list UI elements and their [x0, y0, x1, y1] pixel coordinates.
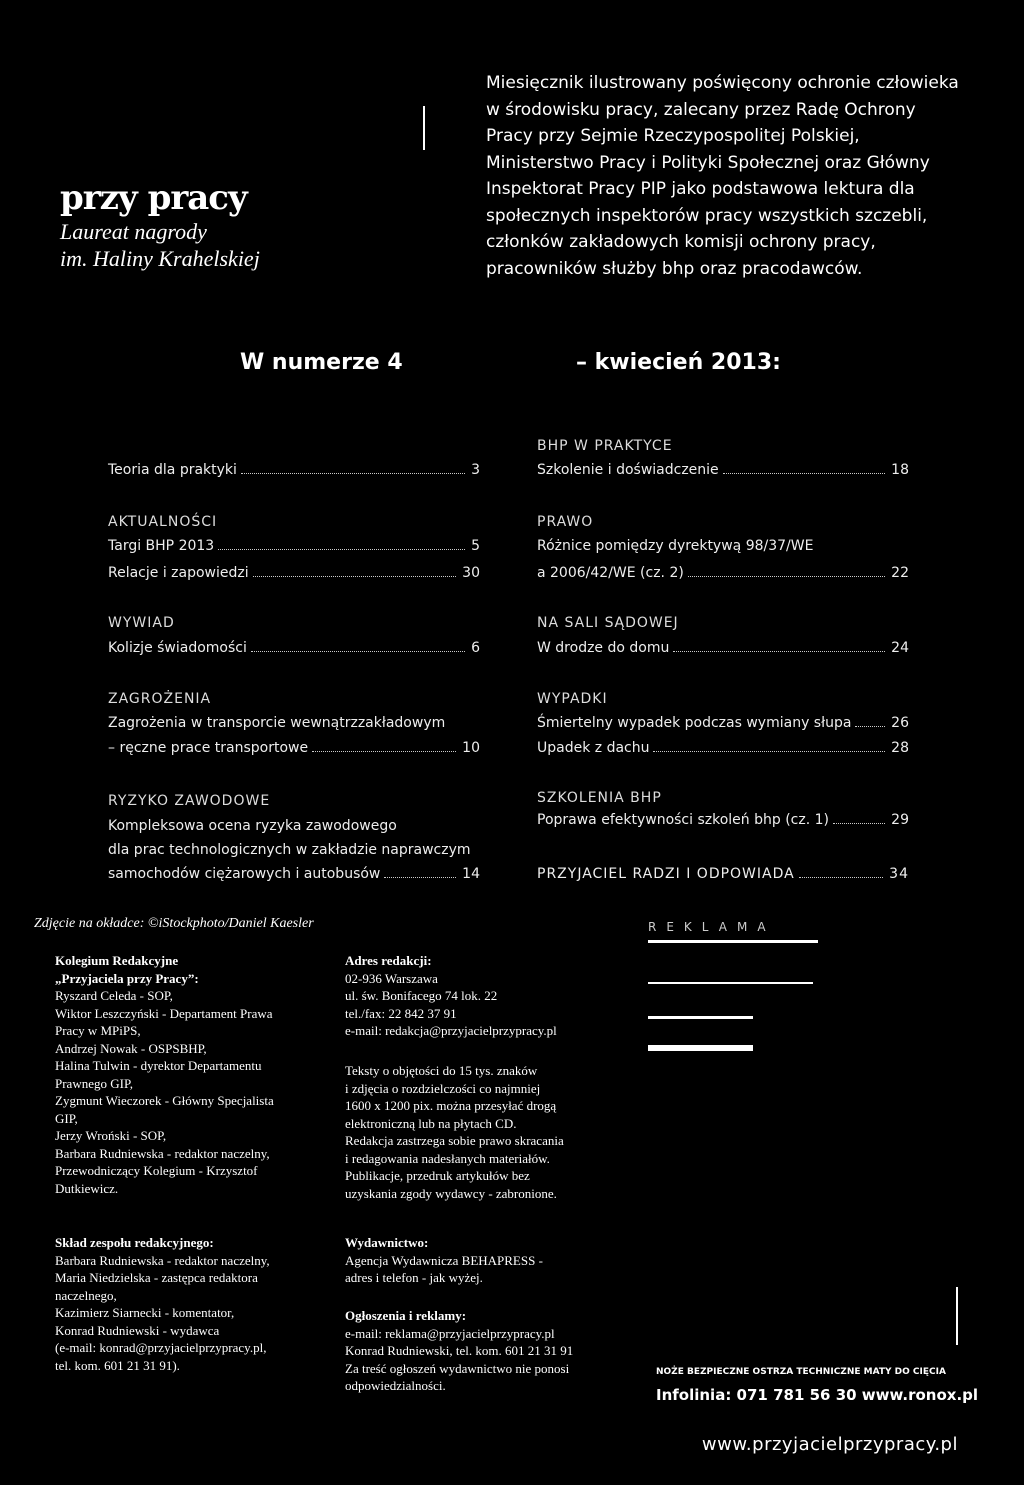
toc-item-w-drodze[interactable]: W drodze do domu 24	[537, 640, 909, 656]
toc-item-smiertelny[interactable]: Śmiertelny wypadek podczas wymiany słupa 26	[537, 715, 909, 731]
section-bhp-w-praktyce: BHP W PRAKTYCE	[537, 438, 673, 454]
masthead-title: przy pracy	[60, 178, 247, 218]
kolegium-line: Przewodniczący Kolegium - Krzysztof	[55, 1163, 258, 1178]
magazine-description: Miesięcznik ilustrowany poświęcony ochronie człowieka w środowisku pracy, zalecany przez Radę Ochrony Pracy przy Sejmie Rzeczypospolitej Polskiej, Ministerstwo Pracy i Polityki Społecznej oraz Główny Inspektorat Pracy PIP jako podstawowa lektura dla społecznych inspektorów pracy wszystkich szczebli, członków zakładowych komisji ochrony pracy, pracowników służby bhp oraz pracodawców.	[486, 73, 959, 279]
ad-tagline: NOŻE BEZPIECZNE OSTRZA TECHNICZNE MATY DO CIĘCIA	[656, 1367, 946, 1377]
issue-label: W numerze 4	[240, 350, 403, 375]
sklad-line: Kazimierz Siarnecki - komentator,	[55, 1305, 235, 1320]
ogloszenia-line: odpowiedzialności.	[345, 1378, 446, 1393]
sklad-line: tel. kom. 601 21 31 91).	[55, 1357, 180, 1373]
sklad-column	[55, 1234, 325, 1374]
sklad-line: Barbara Rudniewska - redaktor naczelny,	[55, 1252, 270, 1268]
toc-item-prawo-line1[interactable]: Różnice pomiędzy dyrektywą 98/37/WE	[537, 538, 814, 554]
kolegium-line: Ryszard Celeda - SOP,	[55, 988, 173, 1003]
toc-item-kolizje[interactable]: Kolizje świadomości 6	[108, 640, 480, 656]
teksty-line: elektroniczną lub na płytach CD.	[345, 1115, 517, 1131]
teksty-line: 1600 x 1200 pix. można przesyłać drogą	[345, 1098, 557, 1113]
adres-line: tel./fax: 22 842 37 91	[345, 1005, 457, 1021]
section-wypadki: WYPADKI	[537, 691, 608, 707]
toc-item-przyjaciel-radzi[interactable]: PRZYJACIEL RADZI I ODPOWIADA 34	[537, 866, 909, 882]
ogloszenia-email[interactable]: e-mail: reklama@przyjacielprzypracy.pl	[345, 1325, 555, 1341]
ad-bar	[648, 940, 818, 943]
website-link[interactable]: www.przyjacielprzypracy.pl	[701, 1434, 958, 1455]
ad-infoline[interactable]: Infolinia: 071 781 56 30 www.ronox.pl	[656, 1386, 979, 1404]
section-na-sali-sadowej: NA SALI SĄDOWEJ	[537, 615, 679, 631]
ogloszenia-column	[345, 1307, 630, 1395]
kolegium-line: Prawnego GIP,	[55, 1075, 133, 1091]
teksty-line: uzyskania zgody wydawcy - zabronione.	[345, 1185, 557, 1201]
toc-item-ryzyko-line1[interactable]: Kompleksowa ocena ryzyka zawodowego	[108, 818, 397, 834]
sklad-heading: Skład zespołu redakcyjnego:	[55, 1235, 214, 1250]
ogloszenia-line: Za treść ogłoszeń wydawnictwo nie ponosi	[345, 1360, 570, 1376]
toc-item-zagrozenia[interactable]: – ręczne prace transportowe 10	[108, 740, 480, 756]
ogloszenia-heading: Ogłoszenia i reklamy:	[345, 1308, 467, 1323]
toc-item-teoria[interactable]: Teoria dla praktyki 3	[108, 462, 480, 478]
teksty-line: i redagowania nadesłanych materiałów.	[345, 1150, 550, 1166]
ad-divider	[956, 1287, 958, 1345]
ad-bar	[648, 1016, 753, 1019]
teksty-line: Teksty o objętości do 15 tys. znaków	[345, 1063, 538, 1078]
section-szkolenia-bhp: SZKOLENIA BHP	[537, 790, 662, 806]
toc-item-prawo[interactable]: a 2006/42/WE (cz. 2) 22	[537, 565, 909, 581]
kolegium-line: Wiktor Leszczyński - Departament Prawa	[55, 1005, 273, 1021]
teksty-line: i zdjęcia o rozdzielczości co najmniej	[345, 1080, 541, 1096]
teksty-line: Redakcja zastrzega sobie prawo skracania	[345, 1133, 564, 1148]
section-zagrozenia: ZAGROŻENIA	[108, 691, 212, 707]
issue-date: – kwiecień 2013:	[576, 350, 781, 375]
wydawnictwo-heading: Wydawnictwo:	[345, 1235, 429, 1250]
toc-item-upadek[interactable]: Upadek z dachu 28	[537, 740, 909, 756]
kolegium-line: Pracy w MPiPS,	[55, 1023, 141, 1038]
masthead-divider	[423, 106, 425, 150]
section-ryzyko: RYZYKO ZAWODOWE	[108, 793, 271, 809]
adres-line: 02-936 Warszawa	[345, 970, 438, 986]
toc-item-poprawa[interactable]: Poprawa efektywności szkoleń bhp (cz. 1) 29	[537, 812, 909, 828]
masthead	[60, 178, 310, 272]
wydawnictwo-line: adres i telefon - jak wyżej.	[345, 1270, 483, 1285]
wydawnictwo-line: Agencja Wydawnicza BEHAPRESS -	[345, 1252, 543, 1268]
section-aktualnosci: AKTUALNOŚCI	[108, 514, 218, 530]
kolegium-line: Dutkiewicz.	[55, 1180, 119, 1196]
adres-heading: Adres redakcji:	[345, 953, 432, 968]
award-line-2: im. Haliny Krahelskiej	[60, 246, 260, 271]
kolegium-line: Andrzej Nowak - OSPSBHP,	[55, 1040, 207, 1056]
award-line-1: Laureat nagrody	[60, 219, 207, 244]
adres-line: ul. św. Bonifacego 74 lok. 22	[345, 988, 498, 1003]
teksty-column	[345, 1062, 630, 1202]
ogloszenia-line: Konrad Rudniewski, tel. kom. 601 21 31 91	[345, 1343, 574, 1358]
sklad-line: Konrad Rudniewski - wydawca	[55, 1322, 220, 1338]
adres-email[interactable]: e-mail: redakcja@przyjacielprzypracy.pl	[345, 1023, 557, 1038]
toc-item-szkolenie[interactable]: Szkolenie i doświadczenie 18	[537, 462, 909, 478]
kolegium-line: GIP,	[55, 1110, 78, 1126]
teksty-line: Publikacje, przedruk artykułów bez	[345, 1168, 530, 1183]
toc-item-targi[interactable]: Targi BHP 2013 5	[108, 538, 480, 554]
toc-item-ryzyko-line2[interactable]: dla prac technologicznych w zakładzie naprawczym	[108, 842, 471, 858]
cover-credit: Zdjęcie na okładce: ©iStockphoto/Daniel Kaesler	[34, 916, 314, 931]
reklama-label: REKLAMA	[648, 920, 776, 934]
sklad-line: Maria Niedzielska - zastępca redaktora	[55, 1270, 258, 1285]
kolegium-line: Jerzy Wroński - SOP,	[55, 1128, 167, 1143]
toc-item-ryzyko[interactable]: samochodów ciężarowych i autobusów 14	[108, 866, 480, 882]
adres-column	[345, 952, 630, 1040]
toc-item-relacje[interactable]: Relacje i zapowiedzi 30	[108, 565, 480, 581]
kolegium-line: Halina Tulwin - dyrektor Departamentu	[55, 1058, 262, 1073]
kolegium-line: Zygmunt Wieczorek - Główny Specjalista	[55, 1093, 274, 1108]
toc-item-zagrozenia-line1[interactable]: Zagrożenia w transporcie wewnątrzzakładowym	[108, 715, 446, 731]
kolegium-heading-2: „Przyjaciela przy Pracy”:	[55, 970, 199, 986]
kolegium-column	[55, 952, 325, 1197]
section-prawo: PRAWO	[537, 514, 594, 530]
kolegium-heading-1: Kolegium Redakcyjne	[55, 953, 179, 968]
kolegium-line: Barbara Rudniewska - redaktor naczelny,	[55, 1145, 270, 1161]
ad-bar	[648, 982, 813, 984]
sklad-line: (e-mail: konrad@przyjacielprzypracy.pl,	[55, 1340, 267, 1355]
sklad-line: naczelnego,	[55, 1287, 117, 1303]
ad-bar	[648, 1045, 753, 1051]
wydawnictwo-column	[345, 1234, 630, 1287]
section-wywiad: WYWIAD	[108, 615, 175, 631]
